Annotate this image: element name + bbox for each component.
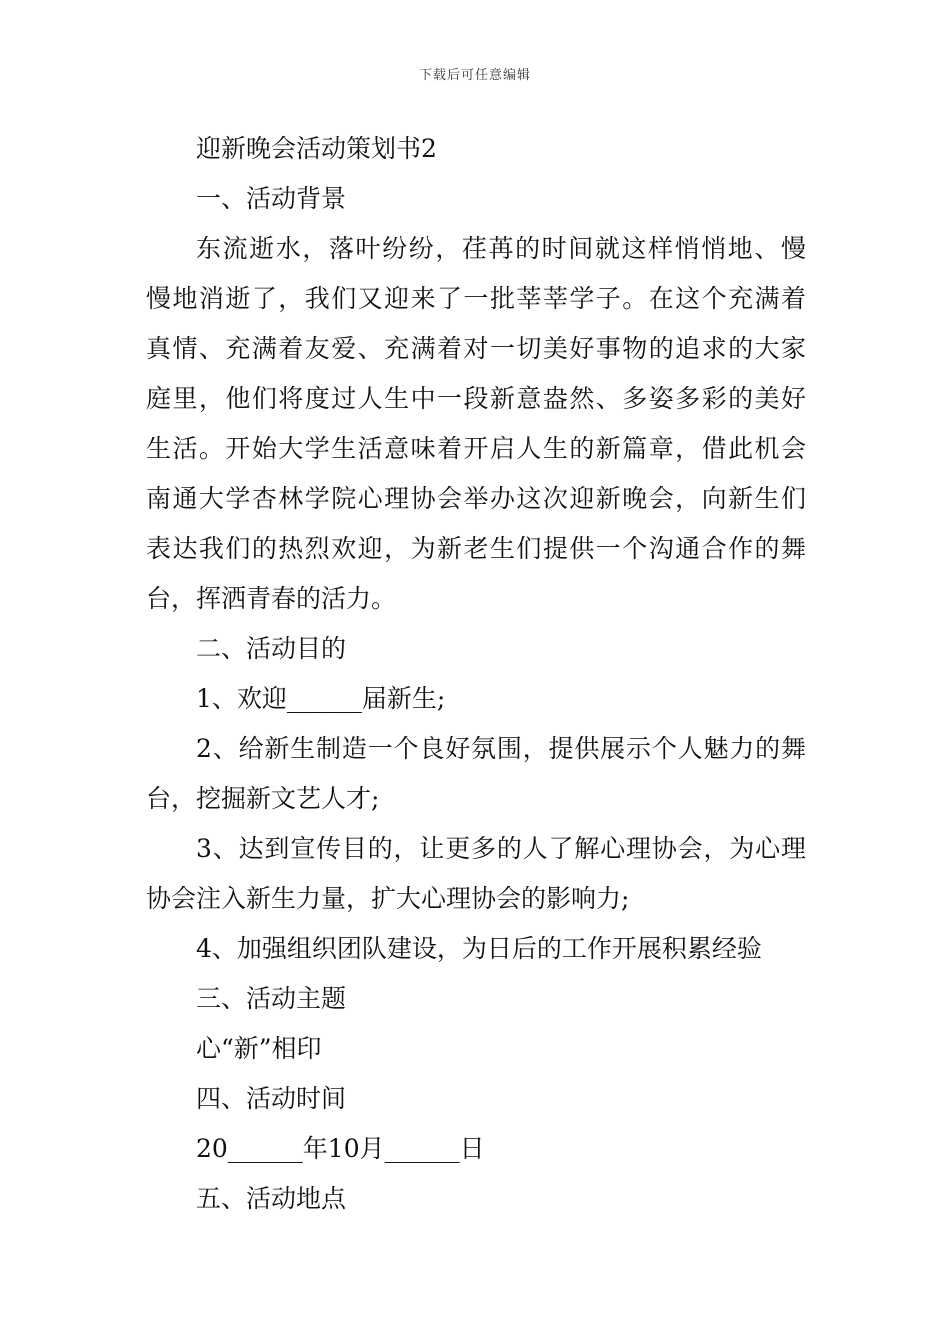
theme-text: 心“新”相印 [196, 1034, 322, 1063]
background-paragraph-line: 台，挥洒青春的活力。 [146, 584, 397, 613]
background-paragraph-line: 慢地消逝了，我们又迎来了一批莘莘学子。在这个充满着 [146, 284, 806, 313]
purpose-item-3-line: 3、达到宣传目的，让更多的人了解心理协会，为心理 [196, 834, 806, 863]
purpose-item-2-line: 台，挖掘新文艺人才; [146, 784, 380, 813]
download-note: 下载后可任意编辑 [418, 68, 531, 83]
document-title: 迎新晚会活动策划书2 [196, 134, 437, 163]
section-heading-theme: 三、活动主题 [196, 984, 347, 1013]
background-paragraph-line: 南通大学杏林学院心理协会举办这次迎新晚会，向新生们 [146, 484, 806, 513]
section-heading-time: 四、活动时间 [196, 1084, 347, 1113]
document-body [146, 124, 806, 1224]
background-paragraph-line: 真情、充满着友爱、充满着对一切美好事物的追求的大家 [146, 334, 806, 363]
purpose-item-4: 4、加强组织团队建设，为日后的工作开展积累经验 [196, 934, 762, 963]
background-paragraph-line: 庭里，他们将度过人生中一段新意盎然、多姿多彩的美好 [146, 384, 806, 413]
purpose-item-2-line: 2、给新生制造一个良好氛围，提供展示个人魅力的舞 [196, 734, 806, 763]
time-text: 20______年10月______日 [196, 1134, 485, 1163]
background-paragraph-line: 生活。开始大学生活意味着开启人生的新篇章，借此机会 [146, 434, 806, 463]
section-heading-purpose: 二、活动目的 [196, 634, 347, 663]
background-paragraph-line: 东流逝水，落叶纷纷，荏苒的时间就这样悄悄地、慢 [196, 234, 806, 263]
purpose-item-3-line: 协会注入新生力量，扩大心理协会的影响力; [146, 884, 630, 913]
section-heading-background: 一、活动背景 [196, 184, 347, 213]
background-paragraph-line: 表达我们的热烈欢迎，为新老生们提供一个沟通合作的舞 [146, 534, 806, 563]
purpose-item-1: 1、欢迎______届新生; [196, 684, 446, 713]
section-heading-location: 五、活动地点 [196, 1184, 347, 1213]
